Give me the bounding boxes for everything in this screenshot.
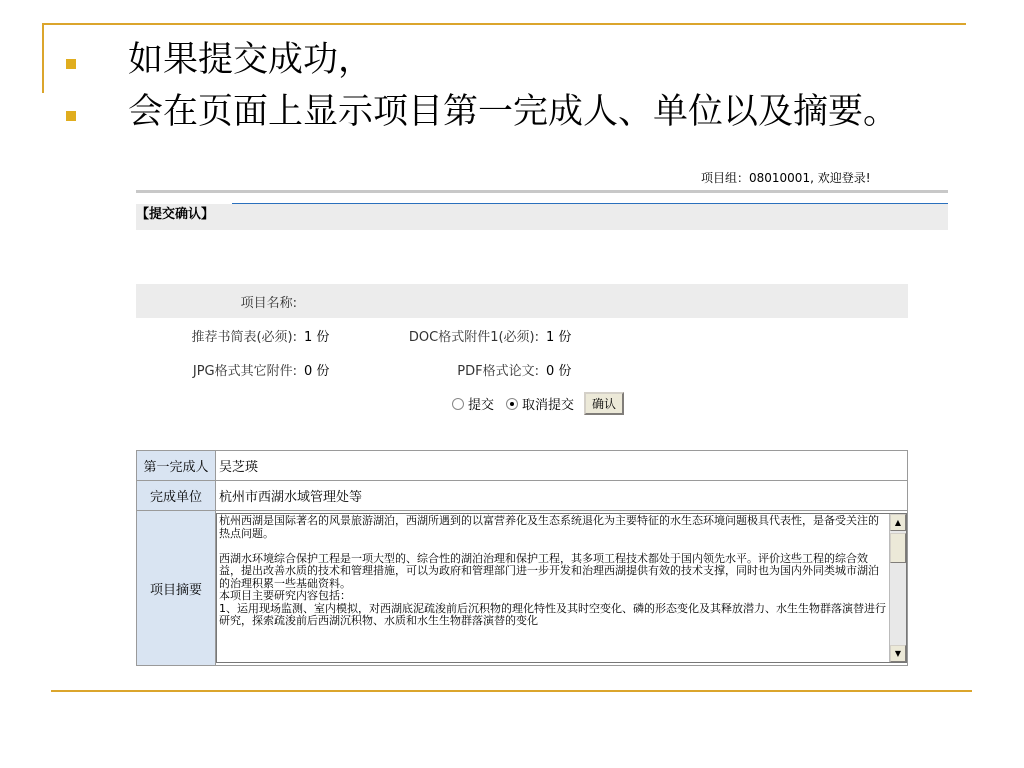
slide-bullet-1: 如果提交成功， bbox=[128, 40, 374, 80]
welcome-text: 项目组：08010001, 欢迎登录! bbox=[701, 171, 871, 185]
jpg-attachment-label: JPG格式其它附件: bbox=[136, 352, 301, 386]
scroll-thumb[interactable] bbox=[890, 533, 906, 563]
section-title: 【提交确认】 bbox=[136, 207, 215, 222]
bullet-square-icon bbox=[66, 111, 76, 121]
page-header-divider bbox=[136, 190, 948, 193]
abstract-scrollbar[interactable] bbox=[889, 514, 906, 662]
abstract-text: 杭州西湖是国际著名的风景旅游湖泊，西湖所遇到的以富营养化及生态系统退化为主要特征的水生态环境问题极具代表性，是备受关注的热点问题。 西湖水环境综合保护工程是一项大型的、综合性的湖泊治理和保护工程，其多项工程技术都处于国内领先水平。评价这些工程的综合效益，提出改善水质的技术和管理措施，可以为政府和管理部门进一步开发和治理西湖提供有效的技术支撑，同时也为国内外同类城市湖泊的治理积累一些基础资料。 本项目主要研究内容包括： 1、运用现场监测、室内模拟，对西湖底泥疏浚前后沉积物的理化特性及其时空变化、磷的形态变化及其释放潜力、水生生物群落演替进行研究，探索疏浚前后西湖沉积物、水质和水生生物群落演替的变化 bbox=[219, 514, 886, 627]
doc-attachment-count: 1 份 bbox=[543, 318, 908, 352]
project-info-table bbox=[136, 450, 908, 666]
rec-form-label: 推荐书简表(必须): bbox=[136, 318, 301, 352]
attachment-row-2 bbox=[136, 352, 908, 386]
section-header bbox=[136, 204, 948, 230]
confirm-button[interactable]: 确认 bbox=[584, 392, 624, 415]
project-name-row bbox=[136, 284, 908, 318]
first-person-label: 第一完成人 bbox=[137, 451, 216, 481]
cancel-submit-radio-label[interactable]: 取消提交 bbox=[522, 398, 575, 413]
slide-bottom-rule bbox=[51, 690, 972, 692]
abstract-textarea[interactable] bbox=[216, 513, 907, 663]
first-person-row bbox=[137, 451, 908, 481]
cancel-submit-radio[interactable] bbox=[506, 398, 518, 410]
jpg-attachment-count: 0 份 bbox=[301, 352, 383, 386]
scroll-down-arrow-icon[interactable]: ▼ bbox=[890, 645, 906, 662]
first-person-value: 吴芝瑛 bbox=[216, 451, 908, 481]
pdf-paper-count: 0 份 bbox=[543, 352, 908, 386]
submit-radio-label[interactable]: 提交 bbox=[468, 398, 495, 413]
slide-bullet-2: 会在页面上显示项目第一完成人、单位以及摘要。 bbox=[128, 92, 899, 132]
rec-form-count: 1 份 bbox=[301, 318, 383, 352]
unit-label: 完成单位 bbox=[137, 481, 216, 511]
project-name-label: 项目名称: bbox=[136, 284, 301, 318]
slide-top-rule bbox=[42, 23, 966, 25]
submit-choice-group bbox=[452, 392, 624, 415]
unit-row bbox=[137, 481, 908, 511]
pdf-paper-label: PDF格式论文: bbox=[383, 352, 543, 386]
attachment-row-1 bbox=[136, 318, 908, 352]
bullet-square-icon bbox=[66, 59, 76, 69]
abstract-row bbox=[137, 511, 908, 666]
submission-summary-table bbox=[136, 284, 908, 386]
scroll-up-arrow-icon[interactable]: ▲ bbox=[890, 514, 906, 531]
slide-left-rule bbox=[42, 23, 44, 93]
abstract-cell bbox=[216, 511, 908, 666]
abstract-label: 项目摘要 bbox=[137, 511, 216, 666]
doc-attachment-label: DOC格式附件1(必须): bbox=[383, 318, 543, 352]
unit-value: 杭州市西湖水域管理处等 bbox=[216, 481, 908, 511]
scroll-track[interactable] bbox=[890, 531, 906, 645]
submit-radio[interactable] bbox=[452, 398, 464, 410]
project-name-value bbox=[301, 284, 908, 318]
